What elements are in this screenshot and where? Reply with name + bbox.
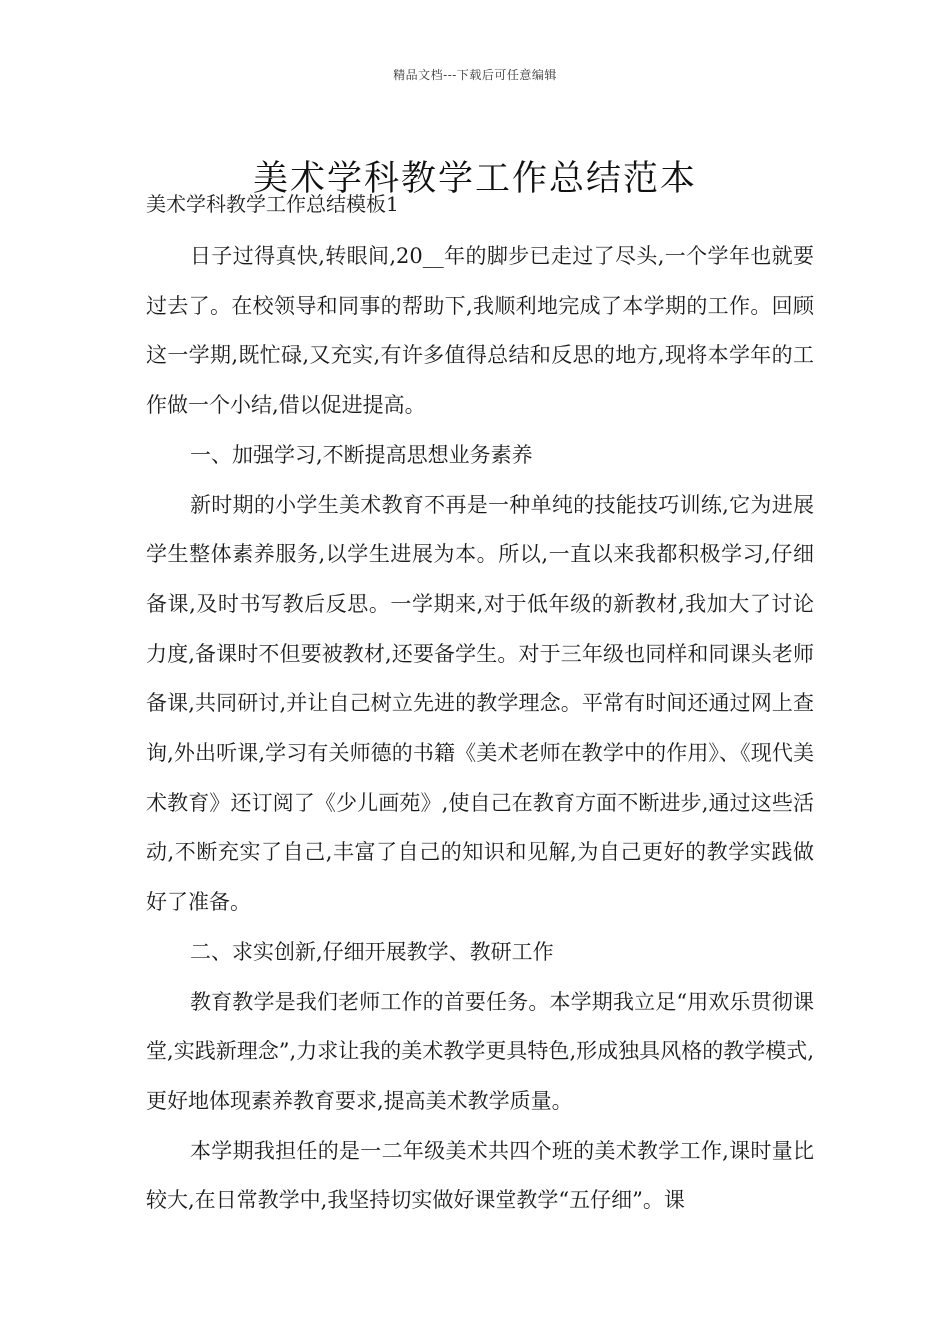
paragraph-intro: 日子过得真快,转眼间,20__年的脚步已走过了尽头,一个学年也就要过去了。在校领导和同事的帮助下,我顺利地完成了本学期的工作。回顾这一学期,既忙碌,又充实,有许多值得总结和反思的地方,现将本学年的工作做一个小结,借以促进提高。 [146,244,814,418]
section-heading-1: 一、加强学习,不断提高思想业务素养 [190,442,533,467]
document-body [146,232,814,1226]
document-title: 美术学科教学工作总结范本 [252,159,697,200]
document-subtitle: 美术学科教学工作总结模板1 [146,192,399,216]
header-note: 精品文档---下载后可任意编辑 [393,68,557,82]
paragraph-teaching: 教育教学是我们老师工作的首要任务。本学期我立足“用欢乐贯彻课堂,实践新理念”,力求让我的美术教学更具特色,形成独具风格的教学模式,更好地体现素养教育要求,提高美术教学质量。 [146,989,814,1113]
section-heading-2: 二、求实创新,仔细开展教学、教研工作 [190,939,554,964]
paragraph-study: 新时期的小学生美术教育不再是一种单纯的技能技巧训练,它为进展学生整体素养服务,以学生进展为本。所以,一直以来我都积极学习,仔细备课,及时书写教后反思。一学期来,对于低年级的新教材,我加大了讨论力度,备课时不但要被教材,还要备学生。对于三年级也同样和同课头老师备课,共同研讨,并让自己树立先进的教学理念。平常有时间还通过网上查询,外出听课,学习有关师德的书籍《美术老师在教学中的作用》、《现代美术教育》还订阅了《少儿画苑》,使自己在教育方面不断进步,通过这些活动,不断充实了自己,丰富了自己的知识和见解,为自己更好的教学实践做好了准备。 [146,492,814,915]
paragraph-classes: 本学期我担任的是一二年级美术共四个班的美术教学工作,课时量比较大,在日常教学中,我坚持切实做好课堂教学“五仔细”。课 [146,1138,814,1213]
